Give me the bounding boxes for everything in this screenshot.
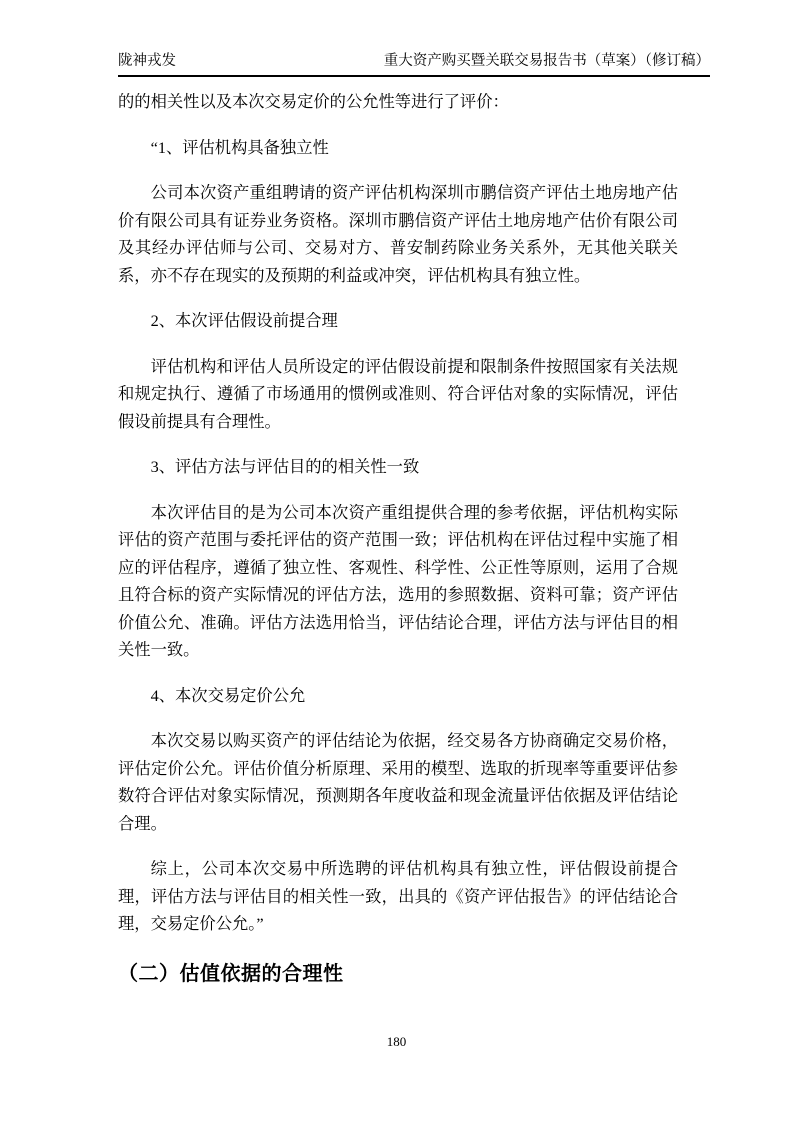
paragraph: 的的相关性以及本次交易定价的公允性等进行了评价：	[118, 92, 509, 111]
header-right-title: 重大资产购买暨关联交易报告书（草案）（修订稿）	[383, 53, 710, 69]
section-heading: （二）估值依据的合理性	[118, 962, 344, 985]
paragraph: 本次评估目的是为公司本次资产重组提供合理的参考依据，评估机构实际评估的资产范围与委托评估的资产范围一致；评估机构在评估过程中实施了相应的评估程序，遵循了独立性、客观性、科学性、公正性等原则，运用了合规且符合标的资产实际情况的评估方法，选用的参照数据、资料可靠；资产评估价值公允、准确。评估方法选用恰当，评估结论合理，评估方法与评估目的相关性一致。	[118, 502, 678, 659]
page-number: 180	[386, 1034, 407, 1049]
header-left-title: 陇神戎发	[118, 53, 176, 69]
paragraph: 4、本次交易定价公允	[150, 685, 306, 705]
paragraph: 公司本次资产重组聘请的资产评估机构深圳市鹏信资产评估土地房地产估价有限公司具有证券业务资格。深圳市鹏信资产评估土地房地产估价有限公司及其经办评估师与公司、交易对方、普安制药除业务关系外，无其他关联关系，亦不存在现实的及预期的利益或冲突，评估机构具有独立性。	[118, 183, 678, 285]
document-body	[118, 88, 678, 988]
paragraph: 3、评估方法与评估目的的相关性一致	[150, 457, 420, 476]
paragraph: 综上，公司本次交易中所选聘的评估机构具有独立性，评估假设前提合理，评估方法与评估目的相关性一致，出具的《资产评估报告》的评估结论合理，交易定价公允。”	[118, 859, 678, 933]
paragraph: 本次交易以购买资产的评估结论为依据，经交易各方协商确定交易价格，评估定价公允。评估价值分析原理、采用的模型、选取的折现率等重要评估参数符合评估对象实际情况，预测期各年度收益和现金流量评估依据及评估结论合理。	[118, 731, 678, 833]
page-header	[118, 52, 710, 77]
paragraph: 2、本次评估假设前提合理	[150, 311, 338, 330]
paragraphs	[118, 88, 678, 938]
page-footer	[0, 1034, 793, 1050]
paragraph: 评估机构和评估人员所设定的评估假设前提和限制条件按照国家有关法规和规定执行、遵循了市场通用的惯例或准则、符合评估对象的实际情况，评估假设前提具有合理性。	[118, 356, 678, 431]
paragraph: “1、评估机构具备独立性	[150, 137, 329, 157]
